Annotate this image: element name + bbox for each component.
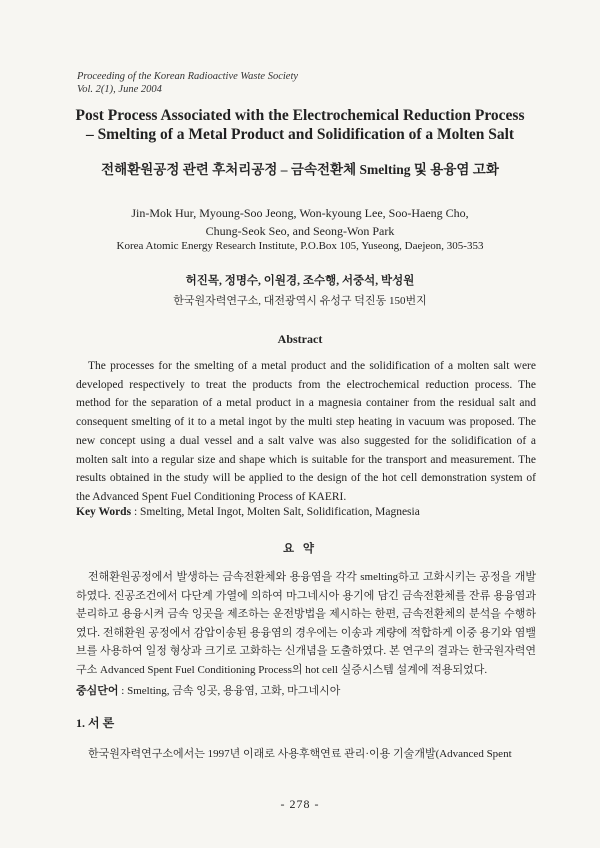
korean-author-list: 허진목, 정명수, 이원경, 조수행, 서중석, 박성원 (185, 275, 415, 287)
korean-keywords-text: Smelting, 금속 잉곳, 용융염, 고화, 마그네시아 (127, 685, 341, 697)
paper-title-line1: Post Process Associated with the Electrochemical Reduction Process (75, 107, 525, 124)
keywords-label: Key Words (76, 506, 132, 518)
author-list (40, 204, 560, 240)
abstract-heading: Abstract (277, 332, 323, 346)
korean-keywords (76, 682, 536, 698)
keywords (76, 506, 536, 518)
korean-abstract-text: 전해환원공정에서 발생하는 금속전환체와 용융염을 각각 smelting하고 고화시키는 공정을 개발하였다. 진공조건에서 다단계 가열에 의하여 마그네시아 용기에 담긴 금속전환체를 잔류 용융염과 분리하고 용융시켜 금속 잉곳을 제조하는 운전방법을 제시하는 한편, 금속전환체의 분석을 수행하였다. 전해환원 공정에서 감압이송된 용융염의 경우에는 이송과 계량에 적합하게 이중 용기와 염밸브를 사용하여 일정 형상과 크기로 고화하는 신개념을 도출하였다. 본 연구의 결과는 한국원자력연구소 Advanced Spent Fuel Conditioning Process의 hot cell 실증시스템 설계에 적용되었다. (76, 571, 536, 676)
journal-name: Proceeding of the Korean Radioactive Waste Society (77, 71, 299, 82)
section-heading: 1. 서 론 (76, 716, 115, 730)
page-number: - 278 - (280, 797, 320, 811)
affiliation: Korea Atomic Energy Research Institute, P.O.Box 105, Yuseong, Daejeon, 305-353 (116, 240, 484, 252)
section-body-text: 한국원자력연구소에서는 1997년 이래로 사용후핵연료 관리·이용 기술개발(Advanced Spent (88, 748, 512, 760)
journal-volume: Vol. 2(1), June 2004 (77, 84, 162, 95)
abstract-text: The processes for the smelting of a metal product and the solidification of a molten salt were developed respectively to treat the products from the electrochemical reduction process. The method for the separation of a metal product in a magnesia container from the residual salt and consequent smelting of it to a metal ingot by the multi step heating in vacuum was proposed. The new concept using a dual vessel and a salt valve was also suggested for the solidification of a molten salt into a regular size and shape which is suitable for the transport and measurement. The results obtained in the study will be applied to the design of the hot cell demonstration system of the Advanced Spent Fuel Conditioning Process of KAERI. (76, 360, 536, 503)
paper-title-line2: – Smelting of a Metal Product and Solidification of a Molten Salt (85, 126, 515, 143)
korean-affiliation: 한국원자력연구소, 대전광역시 유성구 덕진동 150번지 (173, 295, 427, 307)
author-line1: Jin-Mok Hur, Myoung-Soo Jeong, Won-kyoung Lee, Soo-Haeng Cho, (131, 206, 469, 220)
keywords-separator: : (131, 506, 141, 518)
author-line2: Chung-Seok Seo, and Seong-Won Park (205, 224, 395, 238)
korean-title: 전해환원공정 관련 후처리공정 – 금속전환체 Smelting 및 용융염 고화 (101, 162, 499, 177)
korean-abstract-heading: 요 약 (282, 543, 318, 555)
korean-keywords-separator: : (118, 685, 128, 697)
keywords-text: Smelting, Metal Ingot, Molten Salt, Solidification, Magnesia (140, 506, 420, 518)
paper-title (40, 106, 560, 144)
journal-header (77, 70, 298, 96)
korean-keywords-label: 중심단어 (76, 685, 119, 697)
